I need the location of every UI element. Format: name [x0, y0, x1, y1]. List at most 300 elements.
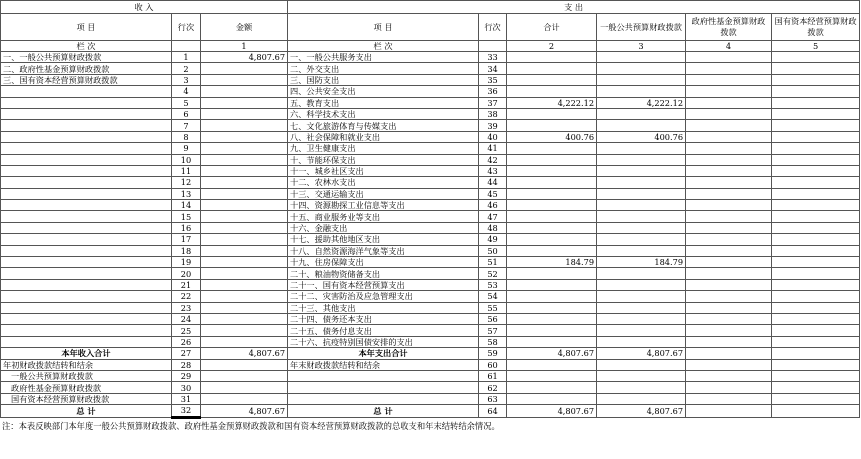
- gov-fund-amount: [686, 52, 772, 63]
- income-amount: [201, 120, 288, 131]
- income-item: 本年收入合计: [1, 348, 172, 359]
- expense-item: 一、一般公共服务支出: [288, 52, 479, 63]
- expense-item: 十一、城乡社区支出: [288, 165, 479, 176]
- state-capital-amount: [772, 291, 860, 302]
- table-row: [1, 165, 860, 176]
- income-amount: [201, 143, 288, 154]
- general-budget-amount: 184.79: [597, 257, 686, 268]
- income-header: 收 入: [1, 1, 288, 14]
- gov-fund-amount: [686, 313, 772, 324]
- state-capital-amount: [772, 393, 860, 404]
- state-capital-amount: [772, 325, 860, 336]
- income-item: 一、一般公共预算财政拨款: [1, 52, 172, 63]
- table-row: [1, 370, 860, 381]
- expense-total: [507, 200, 597, 211]
- table-row: [1, 313, 860, 324]
- expense-line-number: 41: [479, 143, 507, 154]
- expense-item: 二十三、其他支出: [288, 302, 479, 313]
- expense-item: 本年支出合计: [288, 348, 479, 359]
- table-row: [1, 97, 860, 108]
- table-row: [1, 291, 860, 302]
- state-capital-amount: [772, 200, 860, 211]
- gov-fund-amount: [686, 393, 772, 404]
- income-line-number: 27: [172, 348, 201, 359]
- income-line-number: 26: [172, 336, 201, 347]
- expense-item: 年末财政拨款结转和结余: [288, 359, 479, 370]
- expense-line-number: 43: [479, 165, 507, 176]
- income-item: 总 计: [1, 405, 172, 417]
- state-capital-amount: [772, 405, 860, 417]
- gov-fund-amount: [686, 348, 772, 359]
- expense-total: 184.79: [507, 257, 597, 268]
- general-budget-amount: 400.76: [597, 131, 686, 142]
- gov-fund-amount: [686, 200, 772, 211]
- expense-total: [507, 143, 597, 154]
- income-item: [1, 108, 172, 119]
- income-item: [1, 97, 172, 108]
- expense-total: 4,807.67: [507, 405, 597, 417]
- income-item: [1, 313, 172, 324]
- expense-line-number: 46: [479, 200, 507, 211]
- table-row: [1, 222, 860, 233]
- state-capital-amount: [772, 348, 860, 359]
- expense-item: 二十二、灾害防治及应急管理支出: [288, 291, 479, 302]
- state-capital-amount: [772, 279, 860, 290]
- gov-fund-amount: [686, 188, 772, 199]
- expense-total: [507, 177, 597, 188]
- table-row: [1, 257, 860, 268]
- income-item: [1, 211, 172, 222]
- general-budget-amount: [597, 52, 686, 63]
- income-line-number: 18: [172, 245, 201, 256]
- expense-item: 十、节能环保支出: [288, 154, 479, 165]
- expense-line-number: 53: [479, 279, 507, 290]
- column-number: 5: [772, 41, 860, 52]
- income-item: 国有资本经营预算财政拨款: [1, 393, 172, 404]
- expense-line-number: 51: [479, 257, 507, 268]
- income-item: 三、国有资本经营预算财政拨款: [1, 74, 172, 85]
- income-line-number: 30: [172, 382, 201, 393]
- state-capital-amount: [772, 336, 860, 347]
- income-line-number: 6: [172, 108, 201, 119]
- state-capital-amount: [772, 222, 860, 233]
- table-row: [1, 245, 860, 256]
- general-budget-amount: [597, 188, 686, 199]
- income-item: [1, 200, 172, 211]
- state-capital-amount: [772, 63, 860, 74]
- income-line-number: 21: [172, 279, 201, 290]
- income-amount: [201, 74, 288, 85]
- expense-total: [507, 234, 597, 245]
- income-line-number: 16: [172, 222, 201, 233]
- table-row: [1, 382, 860, 393]
- income-amount: [201, 302, 288, 313]
- gov-fund-amount: [686, 63, 772, 74]
- expense-item: 十八、自然资源海洋气象等支出: [288, 245, 479, 256]
- expense-item: 十七、援助其他地区支出: [288, 234, 479, 245]
- income-amount: [201, 97, 288, 108]
- table-row: [1, 302, 860, 313]
- income-amount: [201, 257, 288, 268]
- blank-cell: [479, 41, 507, 52]
- expense-line-number: 61: [479, 370, 507, 381]
- income-line-number: 19: [172, 257, 201, 268]
- income-amount: 4,807.67: [201, 405, 288, 417]
- table-row: [1, 177, 860, 188]
- expense-line-number: 39: [479, 120, 507, 131]
- expense-item: [288, 393, 479, 404]
- expense-total: [507, 268, 597, 279]
- expense-line-number: 63: [479, 393, 507, 404]
- income-amount: [201, 393, 288, 404]
- income-item: [1, 234, 172, 245]
- gov-fund-amount: [686, 279, 772, 290]
- expense-line-number: 56: [479, 313, 507, 324]
- income-amount: [201, 165, 288, 176]
- table-row: [1, 200, 860, 211]
- general-budget-amount: [597, 291, 686, 302]
- general-budget-amount: [597, 63, 686, 74]
- income-line-number: 14: [172, 200, 201, 211]
- general-budget-amount: [597, 177, 686, 188]
- expense-total: [507, 336, 597, 347]
- general-budget-amount: [597, 120, 686, 131]
- income-line-number: 5: [172, 97, 201, 108]
- income-line-number: 22: [172, 291, 201, 302]
- income-line-number: 29: [172, 370, 201, 381]
- state-capital-amount: [772, 131, 860, 142]
- general-budget-amount: [597, 154, 686, 165]
- table-row: [1, 348, 860, 359]
- table-row: [1, 211, 860, 222]
- income-item: [1, 86, 172, 97]
- income-line-number: 28: [172, 359, 201, 370]
- state-capital-amount: [772, 268, 860, 279]
- income-item: [1, 302, 172, 313]
- expense-line-number: 38: [479, 108, 507, 119]
- state-capital-amount: [772, 120, 860, 131]
- state-capital-amount: [772, 108, 860, 119]
- column-number: 2: [507, 41, 597, 52]
- income-amount: [201, 188, 288, 199]
- expense-total: [507, 165, 597, 176]
- general-budget-amount: [597, 234, 686, 245]
- expense-total: [507, 291, 597, 302]
- expense-total: [507, 74, 597, 85]
- income-line-number: 32: [172, 405, 201, 417]
- expense-total: [507, 154, 597, 165]
- gov-fund-amount: [686, 268, 772, 279]
- expense-item: 五、教育支出: [288, 97, 479, 108]
- gov-fund-amount: [686, 177, 772, 188]
- expense-total: [507, 108, 597, 119]
- column-number: 4: [686, 41, 772, 52]
- expense-total: [507, 245, 597, 256]
- expense-line-number: 50: [479, 245, 507, 256]
- income-item: [1, 245, 172, 256]
- table-row: [1, 234, 860, 245]
- state-capital-amount: [772, 143, 860, 154]
- gov-fund-amount: [686, 291, 772, 302]
- income-line-number: 3: [172, 74, 201, 85]
- blank-cell: [172, 41, 201, 52]
- expense-item: 十二、农林水支出: [288, 177, 479, 188]
- income-item: [1, 188, 172, 199]
- table-row: [1, 63, 860, 74]
- general-budget-amount: [597, 74, 686, 85]
- expense-item: 二十一、国有资本经营预算支出: [288, 279, 479, 290]
- general-budget-amount: [597, 108, 686, 119]
- general-budget-amount: 4,807.67: [597, 405, 686, 417]
- state-capital-amount: [772, 86, 860, 97]
- income-amount: 4,807.67: [201, 52, 288, 63]
- income-line-number: 4: [172, 86, 201, 97]
- income-item-header: 项 目: [1, 14, 172, 41]
- general-budget-header: 一般公共预算财政拨款: [597, 14, 686, 41]
- gov-fund-amount: [686, 120, 772, 131]
- expense-item: 二、外交支出: [288, 63, 479, 74]
- income-line-number: 10: [172, 154, 201, 165]
- general-budget-amount: [597, 393, 686, 404]
- income-item: [1, 131, 172, 142]
- expense-line-number: 47: [479, 211, 507, 222]
- general-budget-amount: [597, 200, 686, 211]
- income-item: [1, 279, 172, 290]
- expense-item: 六、科学技术支出: [288, 108, 479, 119]
- expense-total: [507, 188, 597, 199]
- expense-line-number: 42: [479, 154, 507, 165]
- expense-total: [507, 370, 597, 381]
- income-line-number: 9: [172, 143, 201, 154]
- state-capital-amount: [772, 245, 860, 256]
- income-line-number: 15: [172, 211, 201, 222]
- general-budget-amount: [597, 165, 686, 176]
- expense-item: 十六、金融支出: [288, 222, 479, 233]
- state-capital-amount: [772, 211, 860, 222]
- income-item: [1, 257, 172, 268]
- table-row: [1, 336, 860, 347]
- general-budget-amount: [597, 336, 686, 347]
- expense-total: 400.76: [507, 131, 597, 142]
- income-line-number: 7: [172, 120, 201, 131]
- income-line-number: 12: [172, 177, 201, 188]
- income-item: [1, 154, 172, 165]
- expense-item: [288, 382, 479, 393]
- income-line-number: 13: [172, 188, 201, 199]
- state-capital-amount: [772, 302, 860, 313]
- expense-total: [507, 52, 597, 63]
- gov-fund-amount: [686, 74, 772, 85]
- income-line-number: 8: [172, 131, 201, 142]
- expense-line-number: 48: [479, 222, 507, 233]
- expense-item: 七、文化旅游体育与传媒支出: [288, 120, 479, 131]
- gov-fund-amount: [686, 131, 772, 142]
- expense-line-number: 34: [479, 63, 507, 74]
- expense-total: [507, 382, 597, 393]
- income-amount: [201, 131, 288, 142]
- expense-item: 十四、资源勘探工业信息等支出: [288, 200, 479, 211]
- income-amount: [201, 154, 288, 165]
- general-budget-amount: [597, 359, 686, 370]
- general-budget-amount: [597, 302, 686, 313]
- gov-fund-amount: [686, 405, 772, 417]
- general-budget-amount: 4,807.67: [597, 348, 686, 359]
- gov-fund-amount: [686, 211, 772, 222]
- income-amount: [201, 268, 288, 279]
- expense-item: 三、国防支出: [288, 74, 479, 85]
- expense-item: 二十、粮油物资储备支出: [288, 268, 479, 279]
- expense-line-number: 40: [479, 131, 507, 142]
- income-line-number: 20: [172, 268, 201, 279]
- income-amount: [201, 370, 288, 381]
- table-row: [1, 86, 860, 97]
- income-item: [1, 336, 172, 347]
- income-amount: [201, 177, 288, 188]
- state-capital-amount: [772, 234, 860, 245]
- gov-fund-amount: [686, 86, 772, 97]
- gov-fund-amount: [686, 222, 772, 233]
- table-row: [1, 154, 860, 165]
- expense-line-number: 37: [479, 97, 507, 108]
- general-budget-amount: [597, 279, 686, 290]
- expense-header: 支 出: [288, 1, 860, 14]
- income-item: 年初财政拨款结转和结余: [1, 359, 172, 370]
- expense-total: [507, 393, 597, 404]
- expense-item: 十三、交通运输支出: [288, 188, 479, 199]
- expense-total: [507, 222, 597, 233]
- expense-item: 二十五、债务付息支出: [288, 325, 479, 336]
- column-index-label: 栏 次: [288, 41, 479, 52]
- expense-item: 总 计: [288, 405, 479, 417]
- state-capital-amount: [772, 370, 860, 381]
- table-row: [1, 359, 860, 370]
- state-capital-header: 国有资本经营预算财政拨款: [772, 14, 860, 41]
- expense-line-number: 52: [479, 268, 507, 279]
- income-item: [1, 143, 172, 154]
- income-amount: [201, 108, 288, 119]
- income-line-number: 31: [172, 393, 201, 404]
- gov-fund-amount: [686, 97, 772, 108]
- expense-item: 九、卫生健康支出: [288, 143, 479, 154]
- gov-fund-amount: [686, 165, 772, 176]
- income-line-number: 17: [172, 234, 201, 245]
- income-item: 一般公共预算财政拨款: [1, 370, 172, 381]
- income-amount: [201, 336, 288, 347]
- general-budget-amount: 4,222.12: [597, 97, 686, 108]
- gov-fund-amount: [686, 325, 772, 336]
- expense-total: [507, 325, 597, 336]
- expense-total: 4,807.67: [507, 348, 597, 359]
- income-amount: [201, 63, 288, 74]
- income-line-number: 2: [172, 63, 201, 74]
- expense-item: 二十六、抗疫特别国债安排的支出: [288, 336, 479, 347]
- general-budget-amount: [597, 268, 686, 279]
- state-capital-amount: [772, 165, 860, 176]
- expense-total: [507, 313, 597, 324]
- expense-item: 二十四、债务还本支出: [288, 313, 479, 324]
- income-item: [1, 120, 172, 131]
- general-budget-amount: [597, 313, 686, 324]
- expense-total: [507, 120, 597, 131]
- expense-line-number: 60: [479, 359, 507, 370]
- expense-total: [507, 302, 597, 313]
- gov-fund-amount: [686, 302, 772, 313]
- expense-item: 八、社会保障和就业支出: [288, 131, 479, 142]
- income-amount: [201, 359, 288, 370]
- state-capital-amount: [772, 313, 860, 324]
- income-amount-header: 金额: [201, 14, 288, 41]
- income-item: 政府性基金预算财政拨款: [1, 382, 172, 393]
- table-row: [1, 268, 860, 279]
- expense-line-number: 55: [479, 302, 507, 313]
- table-row: [1, 405, 860, 417]
- gov-fund-amount: [686, 154, 772, 165]
- income-line-number: 25: [172, 325, 201, 336]
- gov-fund-amount: [686, 257, 772, 268]
- column-number: 3: [597, 41, 686, 52]
- income-item: [1, 325, 172, 336]
- expense-item-header: 项 目: [288, 14, 479, 41]
- expense-total: [507, 211, 597, 222]
- table-row: [1, 393, 860, 404]
- table-row: [1, 120, 860, 131]
- expense-item: 四、公共安全支出: [288, 86, 479, 97]
- income-line-number: 23: [172, 302, 201, 313]
- expense-line-number: 33: [479, 52, 507, 63]
- expense-line-number: 58: [479, 336, 507, 347]
- footnote: 注：本表反映部门本年度一般公共预算财政拨款、政府性基金预算财政拨款和国有资本经营预算财政拨款的总收支和年末结转结余情况。: [2, 420, 500, 431]
- general-budget-amount: [597, 211, 686, 222]
- expense-line-number: 49: [479, 234, 507, 245]
- expense-line-number: 64: [479, 405, 507, 417]
- state-capital-amount: [772, 52, 860, 63]
- gov-fund-amount: [686, 234, 772, 245]
- state-capital-amount: [772, 257, 860, 268]
- expense-item: [288, 370, 479, 381]
- expense-total: [507, 279, 597, 290]
- state-capital-amount: [772, 188, 860, 199]
- expense-total: 4,222.12: [507, 97, 597, 108]
- general-budget-amount: [597, 86, 686, 97]
- expense-line-number: 44: [479, 177, 507, 188]
- state-capital-amount: [772, 177, 860, 188]
- gov-fund-amount: [686, 359, 772, 370]
- income-amount: [201, 200, 288, 211]
- income-amount: [201, 211, 288, 222]
- income-item: [1, 268, 172, 279]
- income-amount: [201, 291, 288, 302]
- income-amount: [201, 313, 288, 324]
- column-index-label: 栏 次: [1, 41, 172, 52]
- income-line-number: 24: [172, 313, 201, 324]
- expense-line-number: 62: [479, 382, 507, 393]
- income-amount: [201, 382, 288, 393]
- total-header: 合计: [507, 14, 597, 41]
- income-line-number: 1: [172, 52, 201, 63]
- gov-fund-amount: [686, 370, 772, 381]
- expense-item: 十五、商业服务业等支出: [288, 211, 479, 222]
- expense-total: [507, 359, 597, 370]
- expense-line-header: 行次: [479, 14, 507, 41]
- income-amount: [201, 325, 288, 336]
- general-budget-amount: [597, 245, 686, 256]
- table-row: [1, 279, 860, 290]
- income-item: [1, 222, 172, 233]
- income-item: 二、政府性基金预算财政拨款: [1, 63, 172, 74]
- income-item: [1, 177, 172, 188]
- state-capital-amount: [772, 154, 860, 165]
- expense-item: 十九、住房保障支出: [288, 257, 479, 268]
